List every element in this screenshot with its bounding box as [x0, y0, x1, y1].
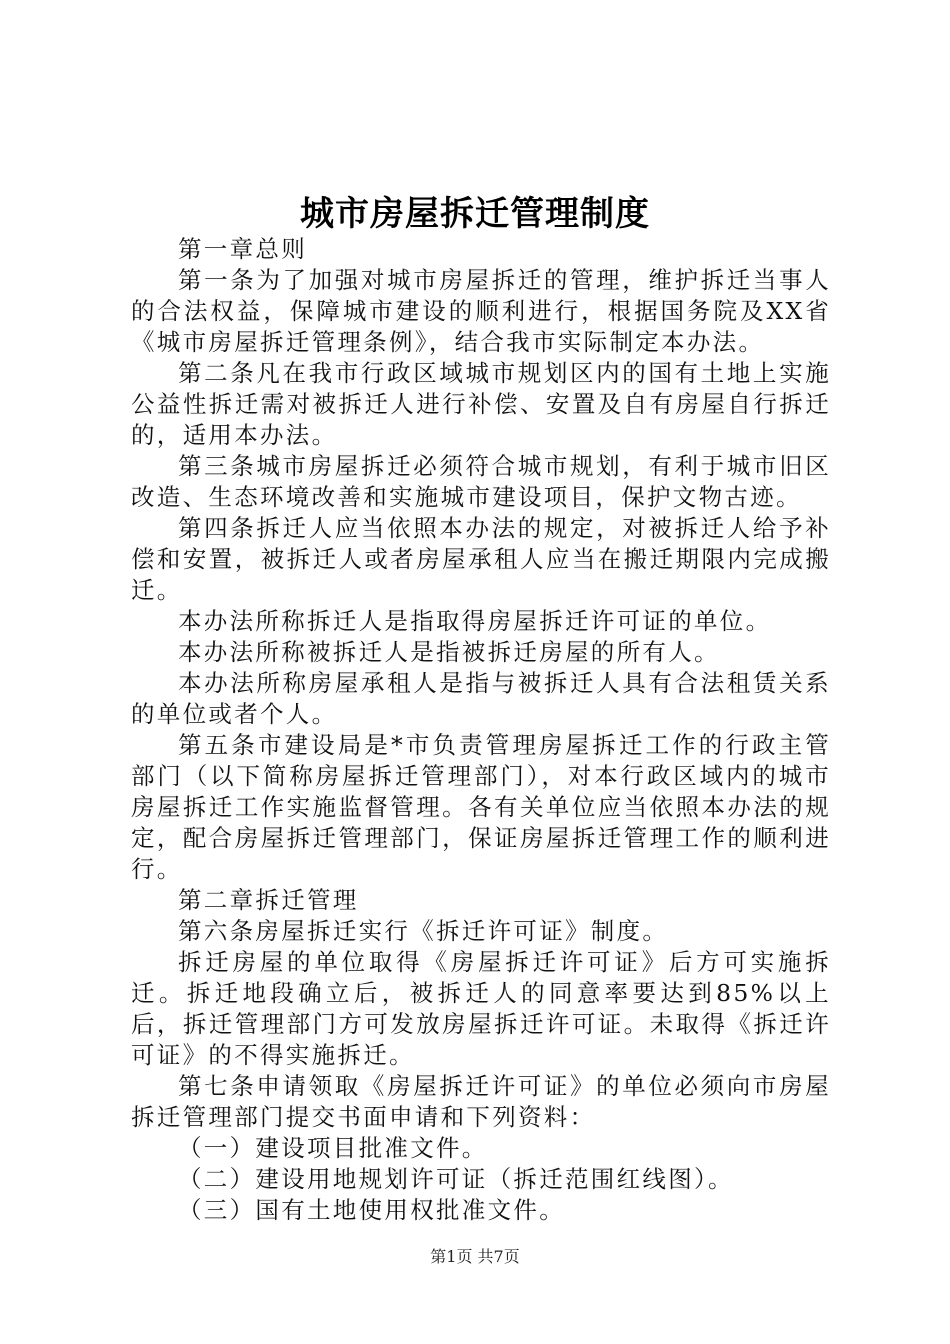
article-2: 第二条凡在我市行政区域城市规划区内的国有土地上实施公益性拆迁需对被拆迁人进行补偿、安置及自有房屋自行拆迁的，适用本办法。 — [131, 359, 831, 449]
definition-demolisher: 本办法所称拆迁人是指取得房屋拆迁许可证的单位。 — [178, 607, 772, 635]
article-6: 第六条房屋拆迁实行《拆迁许可证》制度。 — [178, 917, 669, 945]
permit-requirement: 拆迁房屋的单位取得《房屋拆迁许可证》后方可实施拆迁。拆迁地段确立后，被拆迁人的同意率要达到85%以上后，拆迁管理部门方可发放房屋拆迁许可证。未取得《拆迁许可证》的不得实施拆迁。 — [131, 948, 831, 1069]
definition-demolished-party: 本办法所称被拆迁人是指被拆迁房屋的所有人。 — [178, 638, 720, 666]
chapter-1-heading: 第一章总则 — [178, 235, 307, 263]
list-item: （三）国有土地使用权批准文件。 — [178, 1196, 565, 1224]
article-5: 第五条市建设局是*市负责管理房屋拆迁工作的行政主管部门（以下简称房屋拆迁管理部门），对本行政区域内的城市房屋拆迁工作实施监督管理。各有关单位应当依照本办法的规定，配合房屋拆迁管理部门，保证房屋拆迁管理工作的顺利进行。 — [131, 731, 831, 883]
definition-tenant: 本办法所称房屋承租人是指与被拆迁人具有合法租赁关系的单位或者个人。 — [131, 669, 831, 728]
article-1: 第一条为了加强对城市房屋拆迁的管理，维护拆迁当事人的合法权益，保障城市建设的顺利进行，根据国务院及XX省《城市房屋拆迁管理条例》，结合我市实际制定本办法。 — [131, 266, 831, 356]
article-4: 第四条拆迁人应当依照本办法的规定，对被拆迁人给予补偿和安置，被拆迁人或者房屋承租人应当在搬迁期限内完成搬迁。 — [131, 514, 831, 604]
document-body — [131, 234, 831, 1226]
page-number: 第1页 共7页 — [430, 1247, 520, 1266]
article-3: 第三条城市房屋拆迁必须符合城市规划，有利于城市旧区改造、生态环境改善和实施城市建设项目，保护文物古迹。 — [131, 452, 831, 511]
article-7: 第七条申请领取《房屋拆迁许可证》的单位必须向市房屋拆迁管理部门提交书面申请和下列资料： — [131, 1072, 831, 1131]
page-title: 城市房屋拆迁管理制度 — [300, 194, 650, 234]
list-item: （二）建设用地规划许可证（拆迁范围红线图）。 — [178, 1165, 734, 1193]
chapter-2-heading: 第二章拆迁管理 — [178, 886, 359, 914]
list-item: （一）建设项目批准文件。 — [178, 1134, 488, 1162]
